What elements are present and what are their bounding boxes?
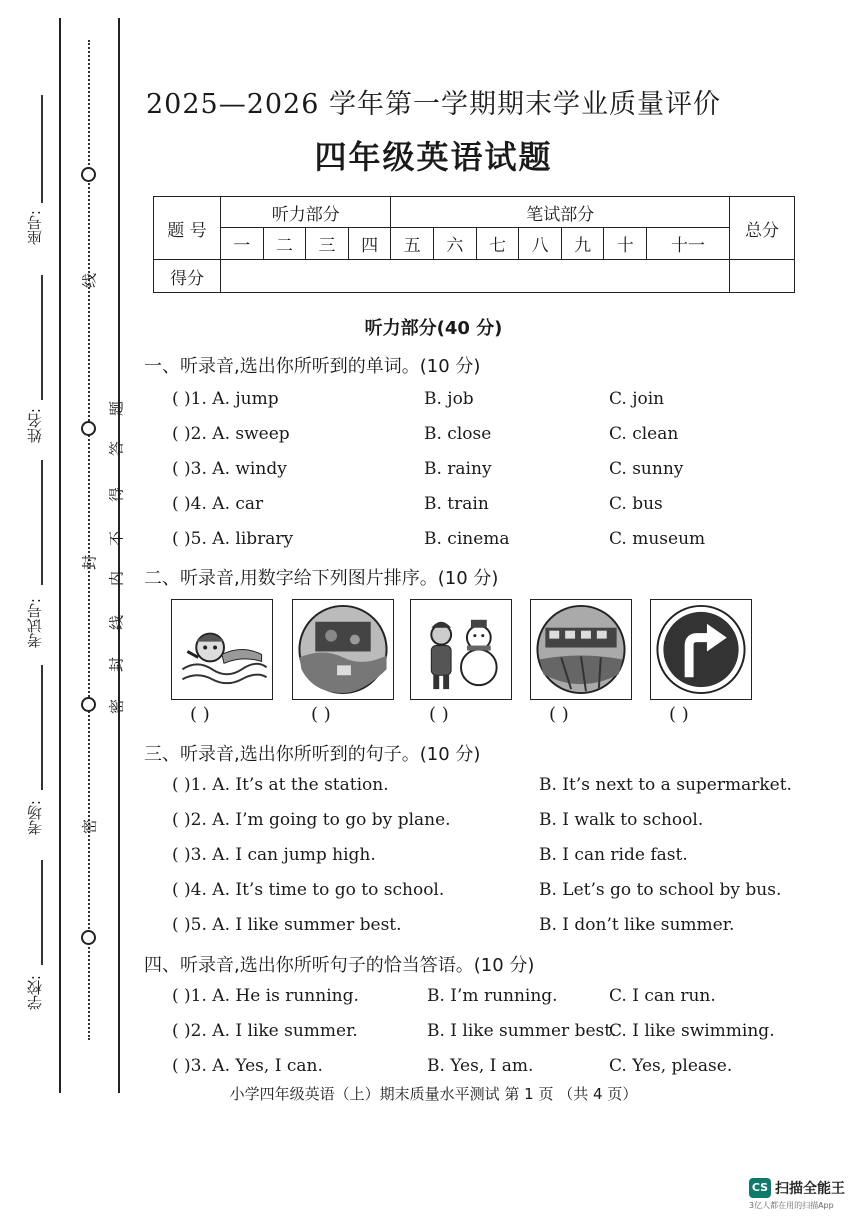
- notice-char: 不: [107, 531, 126, 547]
- s4-item-c[interactable]: C. I like swimming.: [609, 1021, 775, 1041]
- s3-item-b[interactable]: B. I walk to school.: [539, 810, 704, 830]
- exam-number-label: 考试号:: [26, 598, 44, 649]
- s4-item-b[interactable]: B. I like summer best.: [427, 1021, 617, 1041]
- listening-part-header: 听力部分: [221, 197, 391, 228]
- writing-part-header: 笔试部分: [391, 197, 730, 228]
- s4-item-a[interactable]: ( )1. A. He is running.: [172, 986, 359, 1006]
- question-number-cell: 三: [306, 228, 349, 260]
- notice-char: 封: [107, 657, 126, 673]
- notice-char: 内: [107, 571, 126, 587]
- s4-item-b[interactable]: B. Yes, I am.: [427, 1056, 534, 1076]
- s1-item-c[interactable]: C. sunny: [609, 459, 684, 479]
- grassland-picture: [292, 599, 394, 700]
- s1-item-a[interactable]: ( )2. A. sweep: [172, 424, 290, 444]
- turn-right-sign-picture: [650, 599, 752, 700]
- answer-parentheses[interactable]: ( ): [429, 704, 449, 725]
- s3-item-a[interactable]: ( )3. A. I can jump high.: [172, 845, 376, 865]
- s4-item-c[interactable]: C. I can run.: [609, 986, 716, 1006]
- s1-item-a[interactable]: ( )1. A. jump: [172, 389, 279, 409]
- s1-item-c[interactable]: C. museum: [609, 529, 706, 549]
- s3-item-a[interactable]: ( )4. A. It’s time to go to school.: [172, 880, 445, 900]
- s3-item-b[interactable]: B. Let’s go to school by bus.: [539, 880, 782, 900]
- page-footer: 小学四年级英语（上）期末质量水平测试 第 1 页 （共 4 页）: [229, 1085, 638, 1103]
- seat-number-label: 座号:: [26, 210, 44, 246]
- seal-dotted-line: [88, 40, 90, 1040]
- s1-item-c[interactable]: C. clean: [609, 424, 679, 444]
- answer-parentheses[interactable]: ( ): [549, 704, 569, 725]
- s1-item-a[interactable]: ( )4. A. car: [172, 494, 264, 514]
- notice-char: 答: [107, 441, 126, 457]
- exam-room-label: 考场:: [26, 800, 44, 836]
- s1-item-a[interactable]: ( )5. A. library: [172, 529, 294, 549]
- seal-char: 封: [80, 555, 99, 571]
- section-4-title: 四、听录音,选出你所听句子的恰当答语。(10 分): [144, 955, 535, 976]
- margin-border-outer: [59, 18, 61, 1093]
- s4-item-b[interactable]: B. I’m running.: [427, 986, 558, 1006]
- seal-circle: [81, 930, 96, 945]
- school-label: 学校:: [26, 975, 44, 1011]
- s1-item-b[interactable]: B. rainy: [424, 459, 492, 479]
- s3-item-a[interactable]: ( )2. A. I’m going to go by plane.: [172, 810, 451, 830]
- score-entry-cell[interactable]: [221, 260, 730, 293]
- question-number-cell: 十一: [647, 228, 730, 260]
- question-number-cell: 二: [263, 228, 306, 260]
- school-blank[interactable]: [41, 860, 43, 965]
- score-table: [153, 196, 795, 293]
- question-number-cell: 五: [391, 228, 434, 260]
- s3-item-b[interactable]: B. It’s next to a supermarket.: [539, 775, 792, 795]
- swimming-picture: [171, 599, 273, 700]
- seal-circle: [81, 421, 96, 436]
- s1-item-b[interactable]: B. job: [424, 389, 474, 409]
- s4-item-a[interactable]: ( )2. A. I like summer.: [172, 1021, 358, 1041]
- answer-parentheses[interactable]: ( ): [311, 704, 331, 725]
- s3-item-a[interactable]: ( )1. A. It’s at the station.: [172, 775, 389, 795]
- s1-item-a[interactable]: ( )3. A. windy: [172, 459, 287, 479]
- seal-circle: [81, 697, 96, 712]
- total-score-header: 总分: [730, 197, 795, 260]
- question-number-cell: 七: [476, 228, 519, 260]
- notice-char: 密: [107, 699, 126, 715]
- notice-char: 得: [107, 487, 126, 503]
- section-1-title: 一、听录音,选出你所听到的单词。(10 分): [144, 356, 481, 377]
- s1-item-c[interactable]: C. bus: [609, 494, 663, 514]
- question-number-header: 题 号: [154, 197, 221, 260]
- s3-item-a[interactable]: ( )5. A. I like summer best.: [172, 915, 402, 935]
- s1-item-b[interactable]: B. train: [424, 494, 489, 514]
- exam-room-blank[interactable]: [41, 665, 43, 790]
- question-number-cell: 八: [519, 228, 562, 260]
- total-score-cell[interactable]: [730, 260, 795, 293]
- cs-logo-icon: CS: [749, 1178, 771, 1198]
- watermark-name: 扫描全能王: [775, 1181, 845, 1197]
- listening-section-header: 听力部分(40 分): [364, 318, 503, 339]
- s1-item-b[interactable]: B. close: [424, 424, 492, 444]
- question-number-cell: 十: [604, 228, 647, 260]
- snowman-picture: [410, 599, 512, 700]
- margin-border-inner: [118, 18, 120, 1093]
- train-picture: [530, 599, 632, 700]
- notice-char: 题: [107, 401, 126, 417]
- score-row-label: 得分: [154, 260, 221, 293]
- notice-char: 线: [107, 615, 126, 631]
- scanner-watermark: [749, 1178, 845, 1211]
- exam-title: 2025—2026 学年第一学期期末学业质量评价: [145, 89, 721, 120]
- s1-item-c[interactable]: C. join: [609, 389, 665, 409]
- section-2-title: 二、听录音,用数字给下列图片排序。(10 分): [144, 568, 499, 589]
- question-number-cell: 一: [221, 228, 264, 260]
- s1-item-b[interactable]: B. cinema: [424, 529, 510, 549]
- s4-item-c[interactable]: C. Yes, please.: [609, 1056, 733, 1076]
- question-number-cell: 四: [348, 228, 391, 260]
- s3-item-b[interactable]: B. I don’t like summer.: [539, 915, 735, 935]
- watermark-tagline: 3亿人都在用的扫描App: [749, 1201, 834, 1210]
- section-3-title: 三、听录音,选出你所听到的句子。(10 分): [144, 744, 481, 765]
- name-label: 姓名:: [26, 408, 44, 444]
- answer-parentheses[interactable]: ( ): [190, 704, 210, 725]
- question-number-cell: 九: [561, 228, 604, 260]
- s3-item-b[interactable]: B. I can ride fast.: [539, 845, 688, 865]
- seal-char: 线: [80, 273, 99, 289]
- answer-parentheses[interactable]: ( ): [669, 704, 689, 725]
- exam-number-blank[interactable]: [41, 460, 43, 585]
- question-number-cell: 六: [434, 228, 477, 260]
- exam-subtitle: 四年级英语试题: [314, 138, 553, 176]
- seal-char: 密: [80, 819, 99, 835]
- s4-item-a[interactable]: ( )3. A. Yes, I can.: [172, 1056, 323, 1076]
